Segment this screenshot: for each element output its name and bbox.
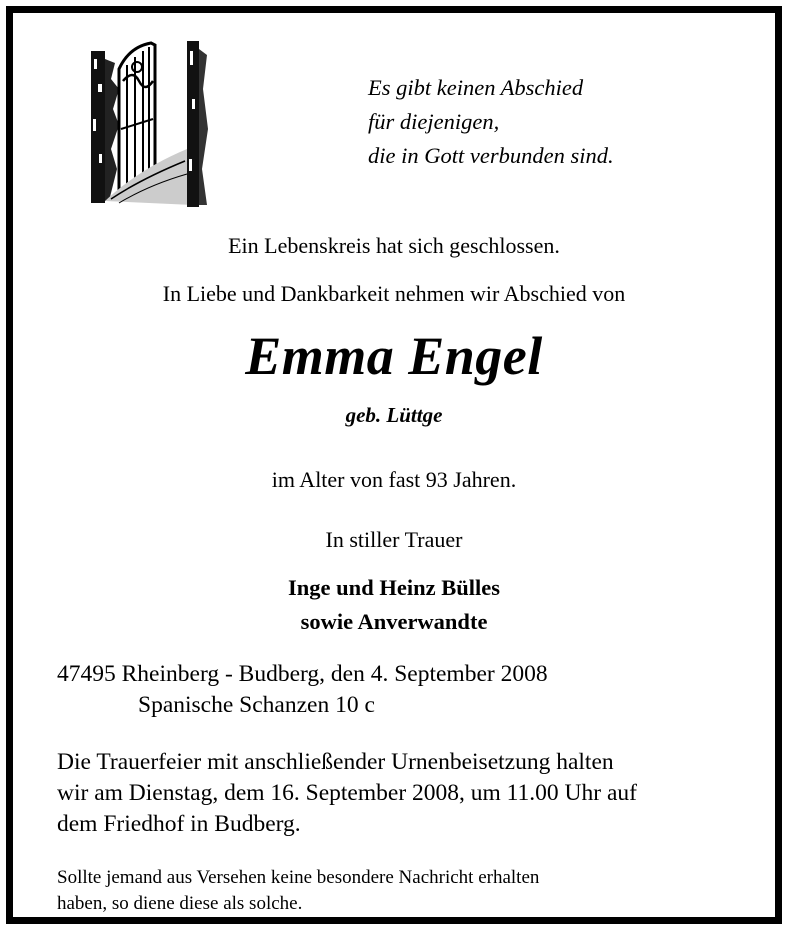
intro-line-1: Ein Lebenskreis hat sich geschlossen. — [228, 233, 560, 258]
age-text: im Alter von fast 93 Jahren. — [271, 467, 517, 492]
mourning-heading: In stiller Trauer — [325, 527, 463, 552]
mourner-name: sowie Anverwandte — [300, 609, 488, 634]
footnote-line: haben, so diene diese als solche. — [57, 893, 303, 914]
address-block — [57, 659, 548, 721]
obituary-notice — [6, 6, 782, 924]
footnote — [57, 865, 539, 917]
verse-line: für diejenigen, — [368, 109, 500, 134]
ceremony-line: wir am Dienstag, dem 16. September 2008, um 11.00 Uhr auf — [57, 780, 637, 806]
ceremony-line: Die Trauerfeier mit anschließender Urnenbeisetzung halten — [57, 749, 614, 775]
mourner-name: Inge und Heinz Bülles — [288, 575, 500, 600]
footnote-line: Sollte jemand aus Versehen keine besondere Nachricht erhalten — [57, 867, 540, 888]
maiden-name: geb. Lüttge — [345, 403, 443, 427]
mourners-list — [13, 571, 775, 639]
address-line-2: Spanische Schanzen 10 c — [138, 692, 375, 718]
ceremony-text — [57, 747, 637, 840]
intro-line-2: In Liebe und Dankbarkeit nehmen wir Abschied von — [162, 281, 626, 306]
verse — [368, 71, 614, 173]
verse-line: Es gibt keinen Abschied — [368, 75, 584, 100]
ceremony-line: dem Friedhof in Budberg. — [57, 811, 301, 837]
address-line-1: 47495 Rheinberg - Budberg, den 4. September 2008 — [57, 661, 548, 687]
open-gate-icon — [89, 29, 209, 209]
verse-line: die in Gott verbunden sind. — [368, 143, 614, 168]
deceased-name: Emma Engel — [245, 326, 543, 386]
